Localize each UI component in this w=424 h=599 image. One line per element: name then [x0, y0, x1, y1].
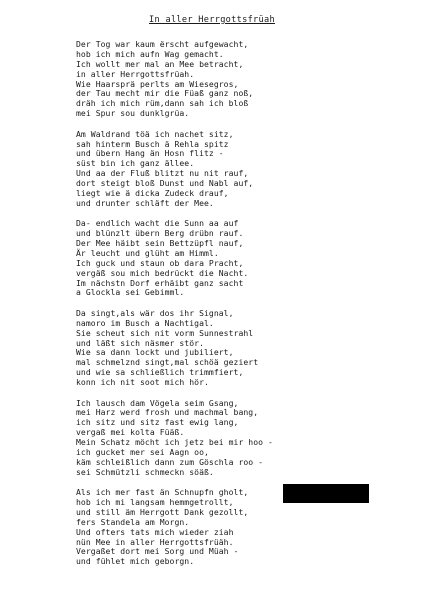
poem-line: Da- endlich wacht die Sunn aa auf	[76, 218, 239, 229]
poem-line: und fühlet mich geborgn.	[76, 556, 195, 567]
poem-line: Sie scheut sich nit vorm Sunnestrahl	[76, 327, 254, 338]
stanza	[76, 309, 406, 388]
poem-line: dort steigt bloß Dunst und Nabl auf,	[76, 178, 254, 189]
poem-line: Im nächstn Dorf erhäibt ganz sacht	[76, 277, 244, 288]
poem-line: ich gucket mer sei Aagn oo,	[76, 446, 209, 457]
poem-line: Mein Schatz möcht ich jetz bei mir hoo -	[76, 437, 273, 448]
poem-line: mei Spur sou dunklgrüa.	[76, 108, 190, 119]
poem-line: dräh ich mich rüm,dann sah ich bloß	[76, 98, 249, 109]
poem-line: süst bin ich ganz ällee.	[76, 158, 195, 169]
poem-line: sah hinterm Busch ä Rehla spitz	[76, 138, 229, 149]
stanza	[76, 219, 406, 298]
poem-line: und läßt sich näsmer stör.	[76, 337, 204, 348]
poem-line: Ich guck und staun ob dara Pracht,	[76, 257, 244, 268]
poem-line: Ich lausch dam Vögela seim Gsang,	[76, 397, 239, 408]
poem-line: fers Standela am Morgn.	[76, 516, 190, 527]
poem-line: sei Schmützli schmeckn söäß.	[76, 466, 214, 477]
poem-line: der Tau mecht mir die Füaß ganz noß,	[76, 88, 254, 99]
poem-line: und still äm Herrgott Dank gezollt,	[76, 506, 249, 517]
stanza	[76, 399, 406, 478]
poem-line: Und aa der Fluß blitzt nu nit rauf,	[76, 168, 249, 179]
poem-line: käm schleißlich dann zum Göschla roo -	[76, 456, 264, 467]
poem-line: in aller Herrgottsfrüah.	[76, 68, 195, 79]
poem-line: vergaß mei kolta Füäß.	[76, 427, 185, 438]
poem-line: Är leucht und glüht am Himml.	[76, 247, 219, 258]
stanza	[76, 130, 406, 209]
poem-line: vergäß sou mich bedrückt die Nacht.	[76, 267, 249, 278]
poem-line: Ich wollt mer mal an Mee betracht,	[76, 58, 244, 69]
poem-line: und blünzlt übern Berg drübn rauf.	[76, 228, 244, 239]
poem-line: hob ich mi langsam hemmgetrollt,	[76, 497, 234, 508]
poem-line: und drunter schläft der Mee.	[76, 197, 214, 208]
redaction-bar	[283, 484, 369, 503]
poem-line: Als ich mer fast än Schnupfn gholt,	[76, 487, 249, 498]
poem-line: liegt wie ä dicka Zudeck drauf,	[76, 187, 229, 198]
poem-line: a Glockla sei Gebimml.	[76, 287, 185, 298]
poem-line: mal schmelznd singt,mal schöä geziert	[76, 357, 259, 368]
stanza	[76, 40, 406, 119]
poem-line: konn ich nit soot mich hör.	[76, 377, 209, 388]
poem-line: Der Mee häibt sein Bettzüpfl nauf,	[76, 238, 244, 249]
poem-line: Und ofters tats mich wieder ziah	[76, 526, 234, 537]
poem-line: Der Tog war kaum ërscht aufgewacht,	[76, 39, 249, 49]
poem-line: Wie Haarsprä perlts am Wiesegros,	[76, 78, 239, 89]
poem-line: Am Waldrand töä ich nachet sitz,	[76, 128, 234, 139]
poem-line: Da singt,als wär dos ihr Signal,	[76, 307, 234, 318]
poem-line: Vergaßet dort mei Sorg und Müah -	[76, 546, 239, 557]
poem-line: hob ich mich aufn Wag gemacht.	[76, 48, 224, 59]
poem-line: mei Harz werd frosh und machmal bang,	[76, 407, 259, 418]
poem-line: und übern Hang än Hosn flitz -	[76, 148, 224, 159]
poem-line: Wie sa dann lockt und jubiliert,	[76, 347, 234, 358]
poem-title: In aller Herrgottsfrüah	[149, 15, 275, 25]
poem-line: nün Mee in aller Herrgottsfrüäh.	[76, 536, 234, 547]
poem-line: und wie sa schließlich trimmfiert,	[76, 367, 244, 378]
poem-line: namoro im Busch a Nachtigal.	[76, 317, 214, 328]
poem-line: ich sitz und sitz fast ewig lang,	[76, 417, 239, 428]
